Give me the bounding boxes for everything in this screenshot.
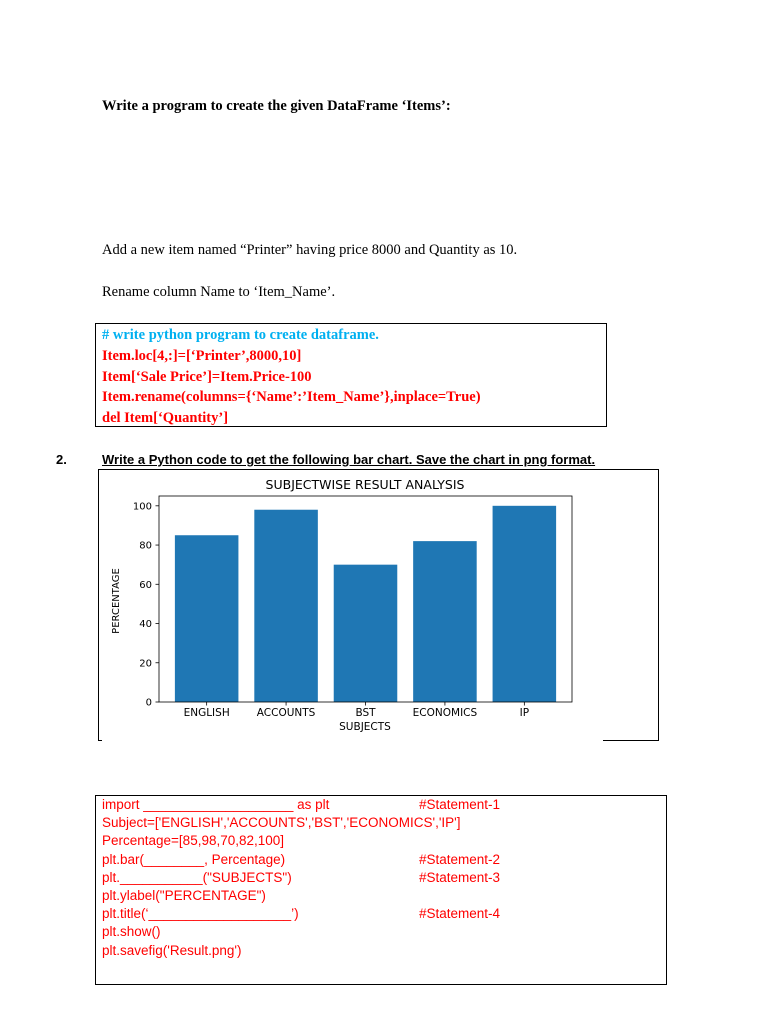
question2-number: 2. [56, 452, 67, 467]
code-line [102, 833, 660, 851]
statement-label: #Statement-1 [419, 797, 501, 812]
answer-line: # write python program to create dataframe. [102, 327, 379, 343]
question2-text: Write a Python code to get the following bar chart. Save the chart in png format. [102, 452, 596, 467]
y-axis-label: PERCENTAGE [111, 568, 122, 634]
x-tick-label: BST [355, 707, 376, 719]
x-tick-label: ECONOMICS [412, 707, 478, 719]
code-text: plt.title(‘___________________’) [102, 906, 299, 922]
x-tick-label: IP [519, 707, 530, 719]
code-text: Percentage=[85,98,70,82,100] [102, 833, 285, 849]
x-tick-label: ACCOUNTS [256, 707, 316, 719]
y-tick-label: 100 [132, 501, 152, 513]
bar-ip [493, 506, 557, 702]
code-line [102, 870, 660, 888]
question1-instruction-rename: Rename column Name to ‘Item_Name’. [102, 284, 336, 300]
code-line [102, 924, 660, 942]
code-text: plt.savefig('Result.png') [102, 942, 242, 958]
answer-line: Item[‘Sale Price’]=Item.Price-100 [102, 368, 312, 385]
bar-chart [98, 469, 659, 741]
chart-title: SUBJECTWISE RESULT ANALYSIS [265, 477, 465, 492]
bar-economics [413, 541, 477, 702]
bar-accounts [254, 510, 318, 702]
code-line [102, 797, 660, 815]
code-line [102, 906, 660, 924]
bars-group [175, 506, 556, 702]
code-text: plt.show() [102, 924, 161, 940]
code-line [102, 815, 660, 833]
question1-instruction-add: Add a new item named “Printer” having price 8000 and Quantity as 10. [102, 242, 518, 258]
y-tick-label: 40 [139, 619, 152, 631]
y-axis-ticks [133, 501, 159, 708]
code-line [102, 943, 660, 961]
code-text: plt.bar(________, Percentage) [102, 851, 286, 867]
y-tick-label: 20 [139, 658, 152, 670]
y-tick-label: 0 [145, 697, 152, 709]
bar-bst [334, 565, 398, 702]
y-tick-label: 80 [139, 540, 152, 552]
x-axis-label: SUBJECTS [339, 721, 391, 733]
bar-english [175, 535, 239, 702]
code-text: plt.ylabel("PERCENTAGE") [102, 887, 266, 903]
y-tick-label: 60 [139, 579, 152, 591]
x-axis-ticks [184, 702, 529, 719]
statement-label: #Statement-2 [419, 851, 501, 867]
answer-line: del Item[‘Quantity’] [102, 410, 229, 427]
code-text: Subject=['ENGLISH','ACCOUNTS','BST','ECONOMICS','IP'] [102, 815, 461, 831]
code-text: plt.___________("SUBJECTS") [102, 869, 292, 885]
answer-box [95, 323, 607, 427]
code-line [102, 852, 660, 870]
statement-label: #Statement-3 [419, 869, 501, 885]
statement-label: #Statement-4 [419, 906, 501, 922]
code-line [102, 888, 660, 906]
question1-heading: Write a program to create the given DataFrame ‘Items’: [102, 98, 451, 114]
x-tick-label: ENGLISH [183, 707, 230, 719]
answer-line: Item.rename(columns={‘Name’:’Item_Name’},inplace=True) [102, 389, 481, 406]
answer-line: Item.loc[4,:]=[‘Printer’,8000,10] [102, 347, 302, 364]
code-box [95, 795, 667, 985]
code-text: import ____________________ as plt [102, 797, 330, 812]
